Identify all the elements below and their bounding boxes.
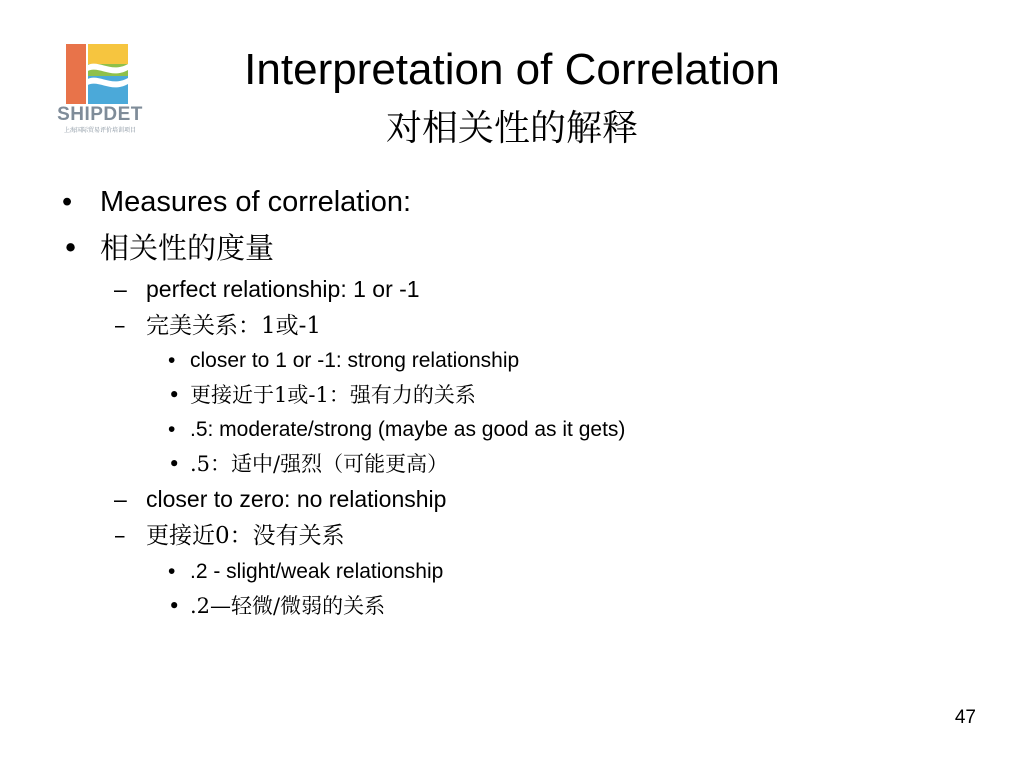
bullet-level2 <box>114 484 447 514</box>
logo-orange-block <box>66 44 86 104</box>
logo-wordmark: SHIPDET <box>57 104 143 125</box>
bullet-level3 <box>168 558 444 586</box>
bullet-marker: • <box>168 594 181 618</box>
page-number: 47 <box>954 707 976 728</box>
bullet-marker: • <box>168 418 176 441</box>
bullet-text: closer to zero: no relationship <box>146 486 447 512</box>
bullet-level3 <box>168 416 626 444</box>
bullet-marker: – <box>114 276 127 302</box>
bullet-text: Measures of correlation: <box>100 186 412 218</box>
bullet-text: perfect relationship: 1 or -1 <box>146 276 420 302</box>
shipdet-logo-mark <box>66 44 128 104</box>
bullet-marker: – <box>114 523 126 549</box>
bullet-marker: – <box>114 486 127 512</box>
bullet-level2 <box>114 311 322 341</box>
bullet-text: closer to 1 or -1: strong relationship <box>190 349 520 372</box>
bullet-text: 完美关系：1或-1 <box>146 313 322 339</box>
bullet-level2 <box>114 521 345 551</box>
bullet-text: .5: moderate/strong (maybe as good as it gets) <box>190 418 626 441</box>
bullet-text: 相关性的度量 <box>100 231 275 265</box>
logo-subtext: 上海国际贸易评价培训项目 <box>63 127 136 134</box>
bullet-marker: • <box>168 383 181 407</box>
bullet-level3 <box>168 450 449 478</box>
bullet-text: .5：适中/强烈（可能更高） <box>190 452 449 476</box>
bullet-marker: – <box>114 313 126 339</box>
bullet-text: 更接近于1或-1：强有力的关系 <box>190 383 476 407</box>
bullet-marker: • <box>168 560 176 583</box>
bullet-level2 <box>114 274 420 304</box>
bullet-level3 <box>168 381 476 409</box>
slide-subtitle: 对相关性的解释 <box>385 108 638 149</box>
bullet-level3 <box>168 592 386 620</box>
bullet-level1 <box>62 230 275 266</box>
bullet-marker: • <box>62 186 73 218</box>
bullet-marker: • <box>168 349 176 372</box>
bullet-text: .2—轻微/微弱的关系 <box>190 594 386 618</box>
slide-title: Interpretation of Correlation <box>244 45 780 94</box>
bullet-marker: • <box>62 231 80 265</box>
bullet-text: 更接近0：没有关系 <box>146 523 345 549</box>
bullet-level3 <box>168 347 520 375</box>
bullet-marker: • <box>168 452 181 476</box>
shipdet-logo <box>52 44 148 136</box>
bullet-text: .2 - slight/weak relationship <box>190 560 444 583</box>
bullet-level1 <box>62 184 412 220</box>
